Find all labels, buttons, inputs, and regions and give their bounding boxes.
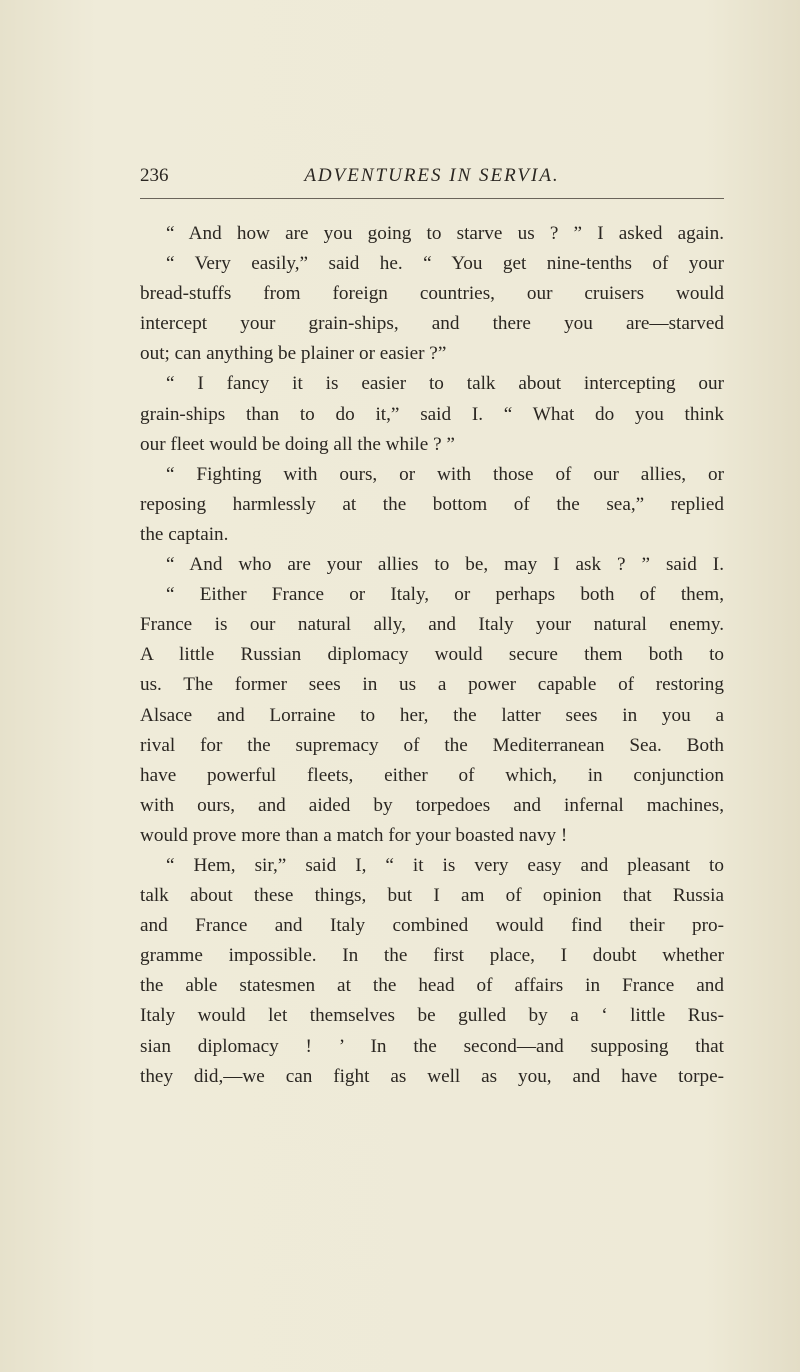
text-line: Alsace and Lorraine to her, the latter sees in you a [140, 704, 724, 726]
text-line: grain-ships than to do it,” said I. “ What do you think [140, 403, 724, 425]
running-head: ADVENTURES IN SERVIA. [304, 165, 560, 186]
text-line: sian diplomacy ! ’ In the second—and supposing that [140, 1035, 724, 1057]
header-rule [140, 198, 724, 199]
text-line: reposing harmlessly at the bottom of the sea,” replied [140, 493, 724, 515]
text-line: would prove more than a match for your boasted navy ! [140, 824, 568, 846]
text-line: the able statesmen at the head of affairs in France and [140, 975, 724, 997]
text-line: they did,—we can fight as well as you, and have torpe- [140, 1065, 724, 1087]
text-line: gramme impossible. In the first place, I doubt whether [140, 945, 724, 967]
text-line: “ I fancy it is easier to talk about intercepting our [166, 373, 724, 395]
text-line: bread-stuffs from foreign countries, our cruisers would [140, 283, 724, 305]
text-line: “ Very easily,” said he. “ You get nine-tenths of your [166, 253, 724, 275]
text-line: “ And how are you going to starve us ? ” I asked again. [166, 223, 724, 244]
text-line: and France and Italy combined would find their pro- [140, 915, 724, 937]
text-line: France is our natural ally, and Italy your natural enemy. [140, 614, 724, 636]
text-line: A little Russian diplomacy would secure them both to [140, 644, 724, 666]
text-line: the captain. [140, 523, 229, 545]
text-line: talk about these things, but I am of opinion that Russia [140, 885, 724, 907]
text-line: our fleet would be doing all the while ? ” [140, 433, 455, 455]
text-line: intercept your grain-ships, and there you are—starved [140, 313, 724, 335]
text-line: “ Hem, sir,” said I, “ it is very easy and pleasant to [166, 854, 724, 876]
page-number: 236 [140, 165, 169, 186]
page-header [140, 163, 724, 189]
text-line: out; can anything be plainer or easier ?” [140, 343, 447, 365]
text-line: “ Either France or Italy, or perhaps both of them, [166, 584, 724, 606]
body-text [140, 219, 724, 1092]
text-line: Italy would let themselves be gulled by a ‘ little Rus- [140, 1005, 724, 1027]
text-line: “ Fighting with ours, or with those of our allies, or [166, 463, 724, 485]
text-line: rival for the supremacy of the Mediterranean Sea. Both [140, 734, 724, 756]
text-line: us. The former sees in us a power capable of restoring [140, 674, 724, 696]
text-line: “ And who are your allies to be, may I ask ? ” said I. [166, 554, 724, 576]
text-line: have powerful fleets, either of which, in conjunction [140, 764, 724, 786]
text-line: with ours, and aided by torpedoes and infernal machines, [140, 794, 724, 816]
